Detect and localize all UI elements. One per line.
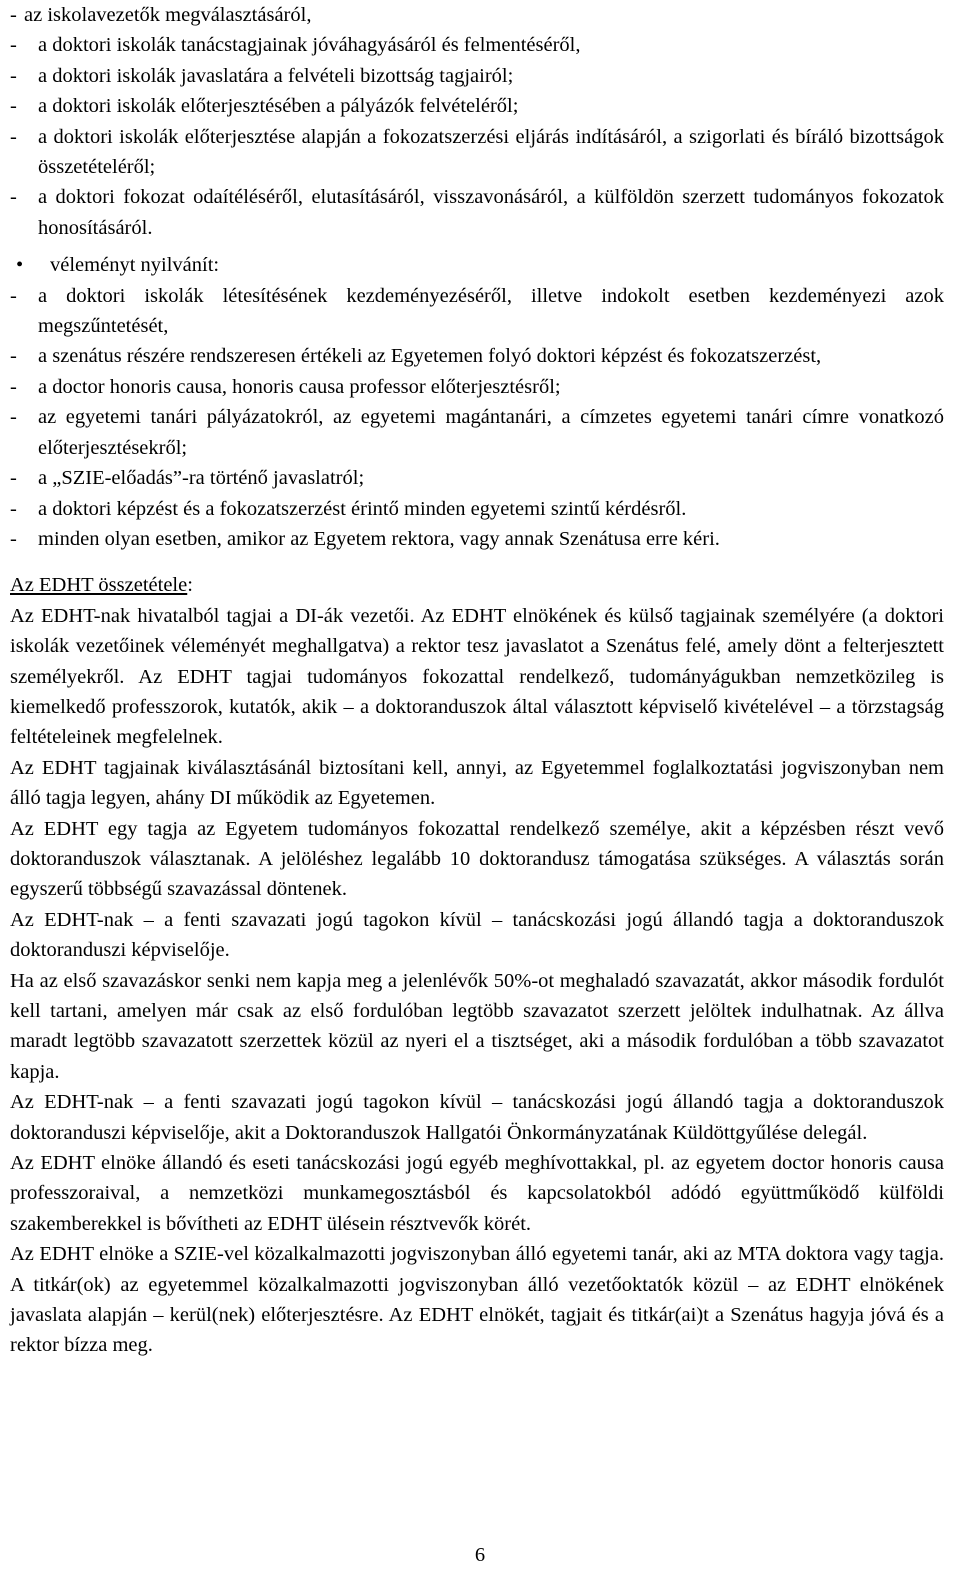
page-number: 6 (474, 1544, 486, 1566)
list-dash: - (10, 375, 17, 398)
list-dash: - (10, 406, 17, 429)
paragraph: Az EDHT elnöke állandó és eseti tanácskozási jogú egyéb meghívottakkal, pl. az egyetem doctor honoris causa professzoraival, a nemzetközi munkamegosztásból és kapcsolatokból adódó együttműködő külföldi szakemberekkel is bővítheti az EDHT ülésein résztvevők körét. (10, 1152, 944, 1235)
paragraph: Ha az első szavazáskor senki nem kapja meg a jelenlévők 50%-ot meghaladó szavazatát, akkor második fordulót kell tartani, amelyen már csak az első fordulóban legtöbb szavazatot szerzett jelöltek indulhatnak. Az állva maradt legtöbb szavazatott szerzettek közül az nyeri el a tisztséget, aki a második fordulóban a több szavazatot kapja. (10, 969, 944, 1083)
paragraph: Az EDHT-nak – a fenti szavazati jogú tagokon kívül – tanácskozási jogú állandó tagja a doktoranduszok doktoranduszi képviselője. (10, 908, 944, 962)
list-item-text: a doctor honoris causa, honoris causa professor előterjesztésről; (38, 375, 561, 398)
list-item (10, 494, 944, 524)
paragraph: Az EDHT-nak – a fenti szavazati jogú tagokon kívül – tanácskozási jogú állandó tagja a doktoranduszok doktoranduszi képviselője, akit a Doktoranduszok Hallgatói Önkormányzatának Küldöttgyűlése delegál. (10, 1091, 944, 1144)
list-item-text: a szenátus részére rendszeresen értékeli az Egyetemen folyó doktori képzést és fokozatszerzést, (38, 345, 822, 368)
top-list (10, 0, 944, 243)
list-item (10, 30, 944, 60)
list-item-text: az iskolavezetők megválasztásáról, (24, 4, 312, 26)
paragraph: Az EDHT elnöke a SZIE-vel közalkalmazotti jogviszonyban álló egyetemi tanár, aki az MTA doktora vagy tagja. A titkár(ok) az egyetemmel közalkalmazotti jogviszonyban álló vezetőoktatók közül – az EDHT elnökének javaslata alapján – kerül(nek) előterjesztésre. Az EDHT elnökét, tagjait és titkár(ai)t a Szenátus hagyja jóvá és a rektor bízza meg. (10, 1243, 944, 1357)
list-dash: - (10, 527, 17, 550)
list-item-text: a „SZIE-előadás”-ra történő javaslatról; (38, 467, 365, 490)
list-item-text: a doktori képzést és a fokozatszerzést érintő minden egyetemi szintű kérdésről. (38, 497, 687, 520)
list-dash: - (10, 467, 17, 490)
body-text (10, 601, 944, 1361)
list-dash: - (10, 284, 17, 307)
list-item (10, 0, 944, 30)
list-dash: - (10, 186, 17, 209)
section-title: Az EDHT összetétele (10, 574, 188, 597)
list-item (10, 341, 944, 371)
list-item (10, 463, 944, 493)
bullet-icon: • (16, 254, 24, 277)
list-item-text: a doktori iskolák előterjesztése alapján a fokozatszerzési eljárás indításáról, a szigorlati és bíráló bizottságok összetételéről; (38, 125, 944, 179)
list-item (10, 122, 944, 183)
list-item-text: a doktori iskolák létesítésének kezdeményezéséről, illetve indokolt esetben kezdeményezi azok megszűntetését, (38, 284, 944, 338)
list-dash: - (10, 125, 17, 148)
bullet-text: véleményt nyilvánít: (50, 254, 220, 277)
list-item-text: az egyetemi tanári pályázatokról, az egyetemi magántanári, a címzetes egyetemi tanári címre vonatkozó előterjesztésekről; (38, 406, 944, 459)
list-item-text: a doktori iskolák tanácstagjainak jóváhagyásáról és felmentéséről, (38, 34, 581, 57)
list-item-text: a doktori iskolák javaslatára a felvételi bizottság tagjairól; (38, 64, 514, 87)
list-dash: - (10, 345, 17, 368)
list-item-text: a doktori iskolák előterjesztésében a pályázók felvételéről; (38, 95, 519, 118)
list-dash: - (10, 95, 17, 118)
list-dash: - (10, 64, 17, 87)
opinion-list (10, 281, 944, 555)
list-dash: - (10, 497, 17, 520)
list-item (10, 372, 944, 402)
list-item (10, 61, 944, 91)
paragraph: Az EDHT egy tagja az Egyetem tudományos fokozattal rendelkező személye, akit a képzésben részt vevő doktoranduszok választanak. A jelöléshez legalább 10 doktorandusz támogatása szükséges. A választás során egyszerű többségű szavazással döntenek. (10, 817, 944, 901)
list-item-text: minden olyan esetben, amikor az Egyetem rektora, vagy annak Szenátusa erre kéri. (38, 527, 720, 550)
list-dash: - (10, 34, 17, 57)
document-page (10, 0, 944, 1361)
list-item-text: a doktori fokozat odaítéléséről, elutasításáról, visszavonásáról, a külföldön szerzett tudományos fokozatok honosításáról. (38, 186, 944, 239)
list-item (10, 524, 944, 554)
bullet-item (10, 250, 944, 280)
list-item (10, 91, 944, 121)
paragraph: Az EDHT tagjainak kiválasztásánál biztosítani kell, annyi, az Egyetemmel foglalkoztatási jogviszonyban nem álló tagja legyen, ahány DI működik az Egyetemen. (10, 756, 944, 810)
section-heading (10, 570, 944, 600)
paragraph: Az EDHT-nak hivatalból tagjai a DI-ák vezetői. Az EDHT elnökének és külső tagjainak személyére (a doktori iskolák vezetőinek véleményét meghallgatva) a rektor tesz javaslatot a Szenátus felé, amely dönt a felterjesztett személyekről. Az EDHT tagjai tudományos fokozattal rendelkező, tudományágukban nemzetközileg is kiemelkedő professzorok, kutatók, akik – a doktoranduszok által választott képviselő kivételével – a törzstagság feltételeinek megfelelnek. (10, 604, 944, 749)
list-item (10, 182, 944, 243)
list-item (10, 402, 944, 463)
section-title-colon: : (187, 574, 193, 597)
list-item (10, 281, 944, 342)
list-dash: - (10, 4, 17, 26)
